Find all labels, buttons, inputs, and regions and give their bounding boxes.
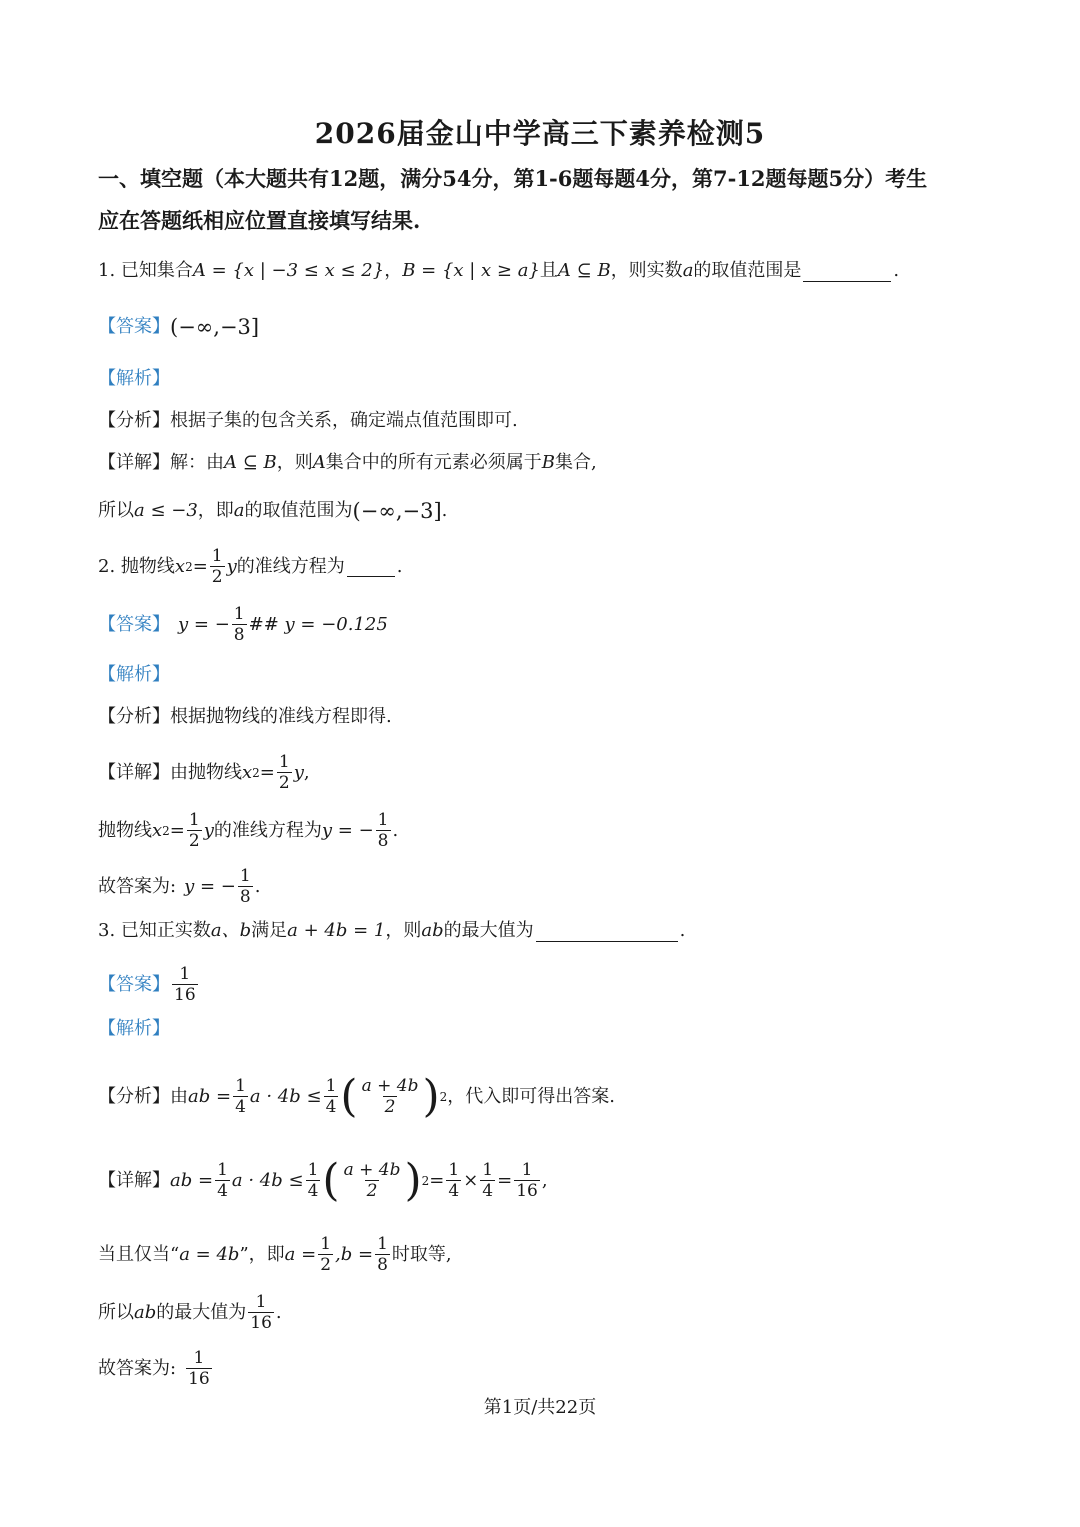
q3-l2-a: a = <box>284 1243 317 1265</box>
analysis-label: 【解析】 <box>98 368 170 389</box>
q3-detail-line2 <box>98 1234 452 1275</box>
q1-var: a <box>682 260 694 281</box>
q3-answer-line <box>98 964 200 1005</box>
q3-analysis-line <box>98 1016 170 1042</box>
detail-label: 【详解】 <box>98 761 170 783</box>
q1-detail-b: B <box>541 452 555 473</box>
q2-detail-fraction <box>277 752 292 793</box>
q2-detail-line3 <box>98 866 260 907</box>
q2-x: x <box>174 555 186 577</box>
q2-tail: 的准线方程为 <box>236 555 345 577</box>
q1-detail-line <box>98 450 597 476</box>
left-paren-icon: ( <box>322 1154 340 1206</box>
q2-l2-directrix: y = − <box>321 819 374 841</box>
q3-fenxi-expr1: ab = <box>188 1085 232 1107</box>
q3-blank <box>536 921 678 942</box>
q3-answer-num: 1 <box>179 964 191 984</box>
q1-end: . <box>893 260 900 281</box>
q3-d-den2: 4 <box>307 1181 319 1201</box>
q3-detail-line3 <box>98 1292 282 1333</box>
page-title: 2026届金山中学高三下素养检测5 <box>314 117 766 150</box>
q2-detail-line <box>98 752 310 793</box>
q1-set-b: B = {x | x ≥ a} <box>402 260 540 281</box>
q3-vars: a、b <box>210 920 252 941</box>
q3-detail-eq: = <box>429 1169 445 1191</box>
q2-y: y <box>226 555 237 577</box>
q2-l2-y: y <box>203 819 214 841</box>
q3-mid2: ，则 <box>385 920 422 941</box>
q3-l3-frac <box>248 1292 274 1333</box>
q2-l3-den: 8 <box>239 887 251 907</box>
q1-l2-mid2: 的取值范围为 <box>244 500 353 521</box>
q3-l3-ab: ab <box>134 1301 157 1323</box>
q3-f-den: 4 <box>235 1097 246 1117</box>
q2-exp: 2 <box>185 559 193 574</box>
q3-d-num3: 1 <box>448 1160 460 1180</box>
q2-l2-mid: 的准线方程为 <box>213 819 322 841</box>
q2-l2-pre: 抛物线 <box>98 819 152 841</box>
analysis-label: 【解析】 <box>98 1018 170 1039</box>
q2-l2-eq: = <box>169 819 185 841</box>
q3-fenxi-pre: 由 <box>170 1085 188 1107</box>
q2-detail-line2 <box>98 810 398 851</box>
section-heading-line2: 应在答题纸相应位置直接填写结果. <box>98 208 421 233</box>
q1-l2-a: a <box>233 500 245 521</box>
q3-l2-end: 时取等, <box>391 1243 452 1265</box>
q3-d-res-den: 16 <box>516 1181 538 1201</box>
q2-l2-end: . <box>392 819 399 841</box>
q1-blank <box>803 261 891 282</box>
q3-detail-expr2: a · 4b ≤ <box>231 1169 304 1191</box>
q1-suffix: ，则实数 <box>610 260 683 281</box>
q2-l3-fraction <box>238 866 253 907</box>
q3-d-den1: 4 <box>217 1181 228 1201</box>
q2-detail-eq: = <box>259 761 275 783</box>
q1-fenxi: 根据子集的包含关系，确定端点值范围即可. <box>170 410 518 431</box>
q2-l3-end: . <box>254 875 261 897</box>
q3-detail-eq2: = <box>497 1169 513 1191</box>
fenxi-label: 【分析】 <box>98 1085 170 1107</box>
q2-detail-num: 1 <box>278 752 290 772</box>
q3-mid: 满足 <box>251 920 288 941</box>
detail-label: 【详解】 <box>98 1169 170 1191</box>
right-paren-icon: ) <box>404 1154 422 1206</box>
q2-l2-x: x <box>152 819 163 841</box>
analysis-label: 【解析】 <box>98 664 170 685</box>
q2-answer-num: 1 <box>233 604 245 624</box>
q3-d-res-num: 1 <box>521 1160 533 1180</box>
q3-detail-result <box>514 1160 540 1201</box>
q2-detail-pre: 由抛物线 <box>170 761 242 783</box>
q1-fenxi-line <box>98 408 518 434</box>
answer-label: 【答案】 <box>98 613 170 635</box>
q3-d-paren-num: a + 4b <box>343 1160 401 1180</box>
q3-l4-pre: 故答案为: <box>98 1357 177 1379</box>
detail-label: 【详解】 <box>98 452 170 473</box>
q3-question <box>98 918 685 944</box>
q3-fenxi-sq: 2 <box>439 1089 448 1104</box>
q2-answer-fraction <box>232 604 247 645</box>
q1-set-a: A = {x | −3 ≤ x ≤ 2} <box>192 260 385 281</box>
q1-analysis-line <box>98 366 170 392</box>
q2-l2-num: 1 <box>188 810 200 830</box>
q2-question <box>98 546 403 587</box>
q3-detail-line4 <box>98 1348 214 1389</box>
q3-l2-b-num: 1 <box>377 1234 388 1254</box>
q3-fenxi-paren-frac <box>360 1076 421 1117</box>
fenxi-label: 【分析】 <box>98 410 170 431</box>
q3-l2-pre: 当且仅当“ <box>98 1243 180 1265</box>
q3-detail-sq: 2 <box>421 1173 430 1188</box>
q1-detail-mid: ，则 <box>276 452 313 473</box>
q3-l4-frac <box>186 1348 212 1389</box>
q2-l3-pre: 故答案为: <box>98 875 177 897</box>
q3-l3-mid: 的最大值为 <box>156 1301 247 1323</box>
q2-analysis-line <box>98 662 170 688</box>
q1-sep: ， <box>384 260 403 281</box>
q2-fraction <box>210 546 225 587</box>
q3-answer-den: 16 <box>174 985 196 1005</box>
q3-paren-den: 2 <box>384 1097 396 1117</box>
q1-l2-mid: ，即 <box>197 500 234 521</box>
section-heading-line1: 一、填空题（本大题共有12题，满分54分，第1-6题每题4分，第7-12题每题5分）考生 <box>98 166 928 191</box>
q3-l2-cond: a = 4b <box>179 1243 240 1265</box>
left-paren-icon: ( <box>340 1070 358 1122</box>
q1-l2-range: (−∞,−3] <box>352 499 442 523</box>
q1-detail-line2 <box>98 498 447 524</box>
q2-end: . <box>396 555 403 577</box>
q3-fenxi-line <box>98 1070 616 1122</box>
right-paren-icon: ) <box>422 1070 440 1122</box>
q3-d-den4: 4 <box>482 1181 494 1201</box>
q2-answer-alt: ## y = −0.125 <box>248 613 388 635</box>
q3-l2-b-frac <box>375 1234 390 1275</box>
q2-l2-answer-num: 1 <box>377 810 389 830</box>
q2-fenxi-line <box>98 704 392 730</box>
q2-answer-line <box>98 604 388 645</box>
q2-fenxi: 根据抛物线的准线方程即得. <box>170 706 392 727</box>
q2-answer-den: 8 <box>233 625 245 645</box>
q3-l3-den: 16 <box>250 1313 272 1333</box>
q3-detail-end: , <box>541 1169 548 1191</box>
q1-detail-a: A <box>312 452 326 473</box>
q2-detail-end: , <box>303 761 310 783</box>
q3-detail-frac4 <box>480 1160 495 1201</box>
q2-detail-den: 2 <box>278 773 290 793</box>
q3-d-num4: 1 <box>482 1160 494 1180</box>
q1-tail: 的取值范围是 <box>693 260 802 281</box>
q3-l2-b: ,b = <box>335 1243 374 1265</box>
q3-fenxi-end: ，代入即可得出答案. <box>447 1085 616 1107</box>
q3-detail-frac1 <box>215 1160 230 1201</box>
q2-l2-exp: 2 <box>162 823 170 838</box>
q3-l2-b-den: 8 <box>377 1255 388 1275</box>
q1-answer-line <box>98 314 259 340</box>
q3-f-num: 1 <box>235 1076 246 1096</box>
q3-fenxi-expr2: a · 4b ≤ <box>249 1085 322 1107</box>
fenxi-label: 【分析】 <box>98 706 170 727</box>
q2-detail-y: y <box>293 761 304 783</box>
answer-label: 【答案】 <box>98 316 170 337</box>
page-footer: 第1页/共22页 <box>483 1397 597 1418</box>
q3-cond: a + 4b = 1 <box>287 920 386 941</box>
q3-detail-paren-frac <box>342 1160 403 1201</box>
q3-l3-num: 1 <box>255 1292 267 1312</box>
q1-detail-pre: 解：由 <box>170 452 224 473</box>
q3-detail-line <box>98 1154 548 1206</box>
q2-l2-answer-den: 8 <box>377 831 389 851</box>
q2-l3-num: 1 <box>239 866 251 886</box>
q3-l3-end: . <box>275 1301 282 1323</box>
q1-detail-rel: A ⊆ B <box>224 452 277 473</box>
q3-l2-a-frac <box>318 1234 333 1275</box>
q1-l2-pre: 所以 <box>98 500 134 521</box>
q1-mid: 且 <box>539 260 558 281</box>
q3-detail-frac2 <box>306 1160 321 1201</box>
q1-prefix: 1. 已知集合 <box>98 260 193 281</box>
q3-detail-expr1: ab = <box>170 1169 214 1191</box>
q2-l2-answer-fraction <box>376 810 391 851</box>
q3-l3-pre: 所以 <box>98 1301 134 1323</box>
answer-label: 【答案】 <box>98 973 170 995</box>
q2-prefix: 2. 抛物线 <box>98 555 175 577</box>
q3-l2-a-num: 1 <box>320 1234 332 1254</box>
q2-l2-den: 2 <box>188 831 200 851</box>
q2-detail-exp: 2 <box>252 765 260 780</box>
q2-eq: = <box>192 555 208 577</box>
q3-l4-den: 16 <box>188 1369 210 1389</box>
q2-l2-fraction <box>187 810 202 851</box>
q3-l4-num: 1 <box>193 1348 205 1368</box>
q1-detail-end: 集合, <box>555 452 597 473</box>
q2-detail-x: x <box>242 761 253 783</box>
q3-d-num2: 1 <box>307 1160 319 1180</box>
q3-fenxi-frac2 <box>324 1076 339 1117</box>
q3-l2-mid: ”，即 <box>239 1243 285 1265</box>
q1-detail-mid2: 集合中的所有元素必须属于 <box>325 452 542 473</box>
q3-f2-num: 1 <box>325 1076 337 1096</box>
q2-l3-y: y = − <box>184 875 236 897</box>
q1-l2-end: . <box>441 500 448 521</box>
q3-l2-a-den: 2 <box>320 1255 332 1275</box>
q3-answer-fraction <box>172 964 198 1005</box>
q3-detail-frac3 <box>446 1160 461 1201</box>
q1-relation: A ⊆ B <box>557 260 611 281</box>
q1-question <box>98 258 899 284</box>
q3-f2-den: 4 <box>325 1097 337 1117</box>
q2-den: 2 <box>211 567 223 587</box>
q3-paren-num: a + 4b <box>361 1076 419 1096</box>
q2-answer-lhs: y = − <box>178 613 230 635</box>
q3-detail-times: × <box>463 1169 479 1191</box>
q2-blank <box>347 556 395 577</box>
q3-end: . <box>679 920 686 941</box>
q3-prefix: 3. 已知正实数 <box>98 920 211 941</box>
q3-d-paren-den: 2 <box>366 1181 378 1201</box>
q3-d-num1: 1 <box>217 1160 228 1180</box>
q3-ab: ab <box>421 920 444 941</box>
q2-num: 1 <box>211 546 223 566</box>
q1-l2-ineq: a ≤ −3 <box>134 500 198 521</box>
q1-answer: (−∞,−3] <box>170 315 260 339</box>
q3-fenxi-frac1 <box>233 1076 248 1117</box>
q3-tail: 的最大值为 <box>443 920 534 941</box>
q3-d-den3: 4 <box>448 1181 460 1201</box>
